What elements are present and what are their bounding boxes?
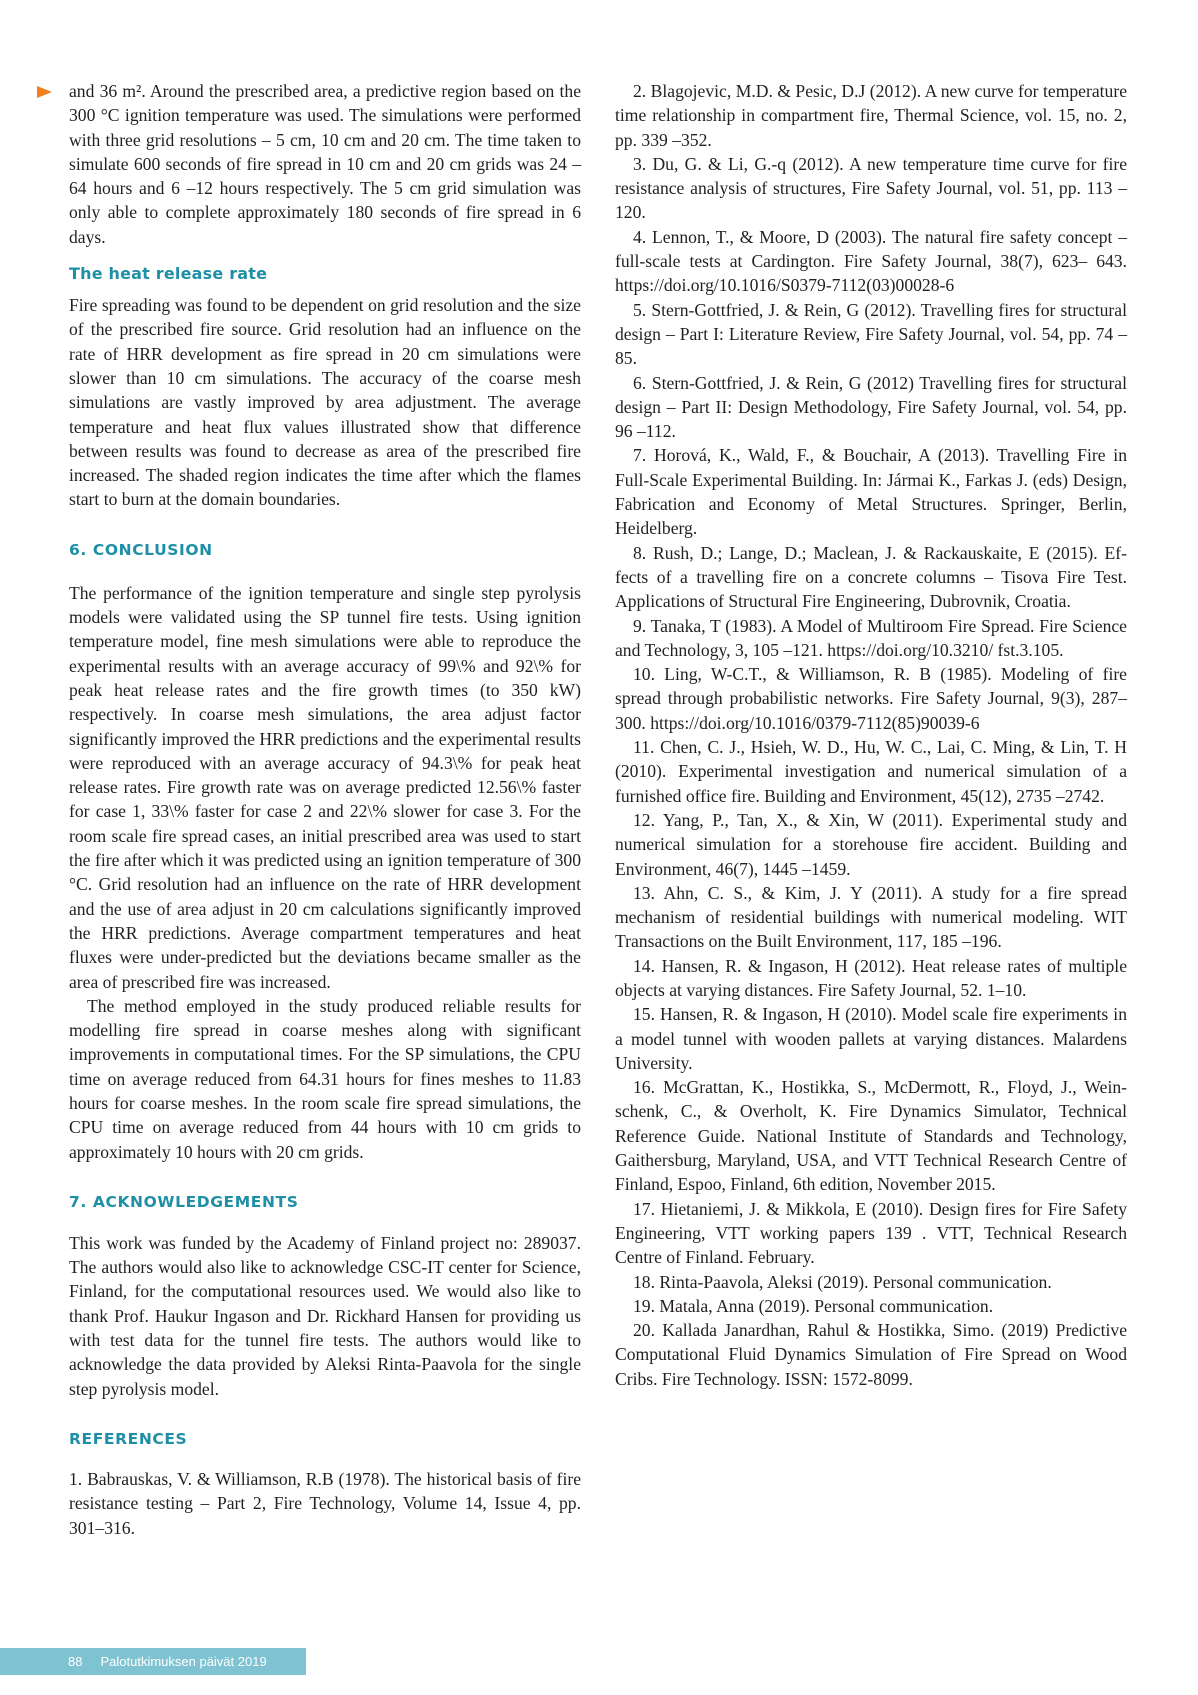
acknowledgements-paragraph: This work was funded by the Academy of Finland project no: 289037. The authors would also like to acknowledge CSC-IT center for Science, Finland, for the computational resources used. We would also like to thank Prof. Haukur Ingason and Dr. Rickhard Hansen for providing us with test data for the tunnel fire tests. The authors would like to acknowledge the data provided by Aleksi Rinta-Paavola for the single step pyrolysis model. xyxy=(69,1232,581,1399)
reference-item: 9. Tanaka, T (1983). A Model of Multiroom Fire Spread. Fire Science and Technology, 3, 105 –121. https://doi.org/10.3210/ fst.3.105. xyxy=(615,615,1127,660)
reference-item: 10. Ling, W-C.T., & Williamson, R. B (1985). Modeling of fire spread through probabilistic networks. Fire Safety Journal, 9(3), 287–300. https://doi.org/10.1016/0379-7112(85)90039-6 xyxy=(615,664,1127,733)
reference-item: 20. Kallada Janardhan, Rahul & Hostikka, Simo. (2019) Predictive Computational Fluid Dynamics Simulation of Fire Spread on Wood Cribs. Fire Technology. ISSN: 1572-8099. xyxy=(615,1320,1127,1389)
continuation-arrow-icon xyxy=(37,86,52,98)
heat-release-paragraph: Fire spreading was found to be dependent on grid resolution and the size of the prescribed fire source. Grid resolution had an influence on the rate of HRR development as fire spread in 20 cm simulations were slower than 10 cm simulations. The accuracy of the coarse mesh simulations are vastly improved by area adjustment. The average temperature and heat flux values illustrated show that difference between results was found to decrease as area of the prescribed fire increased. The shaded region indicates the time after which the flames start to burn at the domain boundaries. xyxy=(69,295,581,510)
reference-item: 7. Horová, K., Wald, F., & Bouchair, A (2013). Travelling Fire in Full-Scale Experimental Building. In: Jármai K., Farkas J. (eds) Design, Fabrication and Economy of Metal Structures. Springer, Berlin, Heidelberg. xyxy=(615,445,1127,539)
reference-item: 18. Rinta-Paavola, Aleksi (2019). Personal communication. xyxy=(633,1271,1052,1292)
reference-item: 11. Chen, C. J., Hsieh, W. D., Hu, W. C., Lai, C. Ming, & Lin, T. H (2010). Experimental investigation and numerical simulation of a furnished office fire. Building and Environment, 45(12), 2735 –2742. xyxy=(615,737,1127,806)
footer-band xyxy=(0,1648,306,1675)
reference-item: 15. Hansen, R. & Ingason, H (2010). Model scale fire experiments in a model tunnel with wooden pallets at varying distances. Malardens University. xyxy=(615,1004,1127,1073)
page-number: 88 xyxy=(68,1654,83,1669)
right-column xyxy=(615,79,1127,1391)
acknowledgements-heading: 7. ACKNOWLEDGEMENTS xyxy=(69,1192,299,1211)
reference-item: 2. Blagojevic, M.D. & Pesic, D.J (2012). A new curve for temperature time relationship in compartment fire, Thermal Science, vol. 15, no. 2, pp. 339 –352. xyxy=(615,81,1127,150)
reference-item: 6. Stern-Gottfried, J. & Rein, G (2012) Travelling fires for structural design – Part II: Design Methodology, Fire Safety Journal, vol. 54, pp. 96 –112. xyxy=(615,372,1127,442)
conclusion-paragraph-2: The method employed in the study produced reliable results for modelling fire spread in coarse meshes along with significant improvements in computational times. For the SP simulations, the CPU time on average reduced from 64.31 hours for fines meshes to 11.83 hours for coarse meshes. In the room scale fire spread simulations, the CPU time on average reduced from 44 hours with 10 cm grids to approximately 10 hours with 20 cm grids. xyxy=(69,995,581,1162)
reference-item: 1. Babrauskas, V. & Williamson, R.B (1978). The historical basis of fire resistance testing – Part 2, Fire Technology, Volume 14, Issue 4, pp. 301–316. xyxy=(69,1468,581,1538)
reference-item: 14. Hansen, R. & Ingason, H (2012). Heat release rates of multiple objects at varying distances. Fire Safety Journal, 52. 1–10. xyxy=(615,955,1127,1000)
references-heading: REFERENCES xyxy=(69,1429,188,1448)
reference-item: 4. Lennon, T., & Moore, D (2003). The natural fire safety concept – full-scale tests at Cardington. Fire Safety Journal, 38(7), 623– 643. https://doi.org/10.1016/S0379-7112(03)00028-6 xyxy=(615,226,1127,296)
reference-item: 19. Matala, Anna (2019). Personal communication. xyxy=(633,1295,994,1316)
reference-item: 5. Stern-Gottfried, J. & Rein, G (2012). Travelling fires for structural design – Part I: Literature Review, Fire Safety Journal, vol. 54, pp. 74 –85. xyxy=(615,299,1127,369)
reference-item: 3. Du, G. & Li, G.-q (2012). A new temperature time curve for fire resistance analysis of structures, Fire Safety Journal, vol. 51, pp. 113 –120. xyxy=(615,153,1127,223)
intro-paragraph: and 36 m². Around the prescribed area, a predictive region based on the 300 °C ignition temperature was used. The simulations were performed with three grid resolutions – 5 cm, 10 cm and 20 cm. The time taken to simulate 600 seconds of fire spread in 10 cm and 20 cm grids was 24 – 64 hours and 6 –12 hours respectively. The 5 cm grid simulation was only able to complete approximately 180 seconds of fire spread in 6 days. xyxy=(69,81,581,247)
reference-item: 17. Hietaniemi, J. & Mikkola, E (2010). Design fires for Fire Safety Engineering, VTT working papers 139 . VTT, Technical Research Centre of Finland. February. xyxy=(615,1198,1127,1268)
left-column xyxy=(69,79,581,1540)
reference-item: 13. Ahn, C. S., & Kim, J. Y (2011). A study for a fire spread mechanism of residential buildings with numerical modeling. WIT Transactions on the Built Environment, 117, 185 –196. xyxy=(615,882,1127,952)
heat-release-heading: The heat release rate xyxy=(69,264,268,284)
reference-item: 8. Rush, D.; Lange, D.; Maclean, J. & Rackauskaite, E (2015). Effects of a travelling fire on a concrete columns – Tisova Fire Test. Applications of Structural Fire Engineering, Dubrovnik, Croatia. xyxy=(615,542,1127,612)
reference-item: 12. Yang, P., Tan, X., & Xin, W (2011). Experimental study and numerical simulation for a storehouse fire accident. Building and Environment, 46(7), 1445 –1459. xyxy=(615,809,1127,879)
conclusion-heading: 6. CONCLUSION xyxy=(69,540,213,559)
publication-name: Palotutkimuksen päivät 2019 xyxy=(100,1654,267,1669)
reference-item: 16. McGrattan, K., Hostikka, S., McDermott, R., Floyd, J., Weinschenk, C., & Overholt, K. Fire Dynamics Simulator, Technical Reference Guide. National Institute of Standards and Technology, Gaithersburg, Maryland, USA, and VTT Technical Research Centre of Finland, Espoo, Finland, 6th edition, November 2015. xyxy=(615,1077,1127,1195)
conclusion-paragraph-1: The performance of the ignition temperature and single step pyrolysis models were validated using the SP tunnel fire tests. Using ignition temperature model, fine mesh simulations were able to reproduce the experimental results with an average accuracy of 99\% and 92\% for peak heat release rates and the fire growth times (to 350 kW) respectively. In coarse mesh simulations, the area adjust factor significantly improved the HRR predictions and the experimental results were reproduced with an average accuracy of 94.3\% for peak heat release rates. Fire growth rate was on average predicted 12.56\% faster for case 1, 33\% faster for case 2 and 22\% slower for case 3. For the room scale fire spread cases, an initial prescribed area was used to start the fire after which it was predicted using an ignition temperature of 300 °C. Grid resolution had an influence on the rate of HRR development and the use of area adjust in 20 cm calculations significantly improved the HRR predictions. Average compartment temperatures and heat fluxes were under-predicted but the deviations became smaller as the area of prescribed fire was increased. xyxy=(69,582,581,992)
